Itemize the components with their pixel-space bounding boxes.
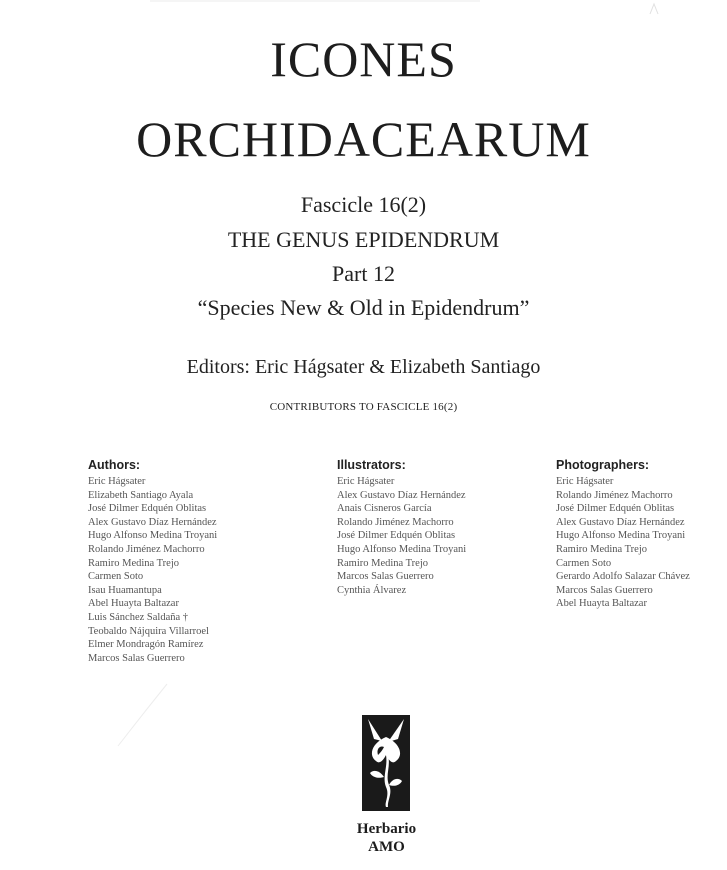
author-name: Alex Gustavo Díaz Hernández — [88, 516, 217, 528]
illustrators-heading: Illustrators: — [337, 458, 406, 472]
illustrator-name: Cynthia Álvarez — [337, 584, 407, 596]
author-name: Isau Huamantupa — [88, 584, 162, 596]
subtitle-quote: “Species New & Old in Epidendrum” — [197, 295, 530, 320]
photographer-name: Rolando Jiménez Machorro — [556, 489, 673, 501]
photographers-heading: Photographers: — [556, 458, 650, 472]
illustrator-name: Ramiro Medina Trejo — [337, 557, 428, 569]
publisher-line-1: Herbario — [356, 821, 417, 837]
illustrators-list — [337, 475, 466, 597]
scan-corner-mark — [648, 2, 660, 16]
illustrators-column — [337, 458, 466, 597]
illustrator-name: Marcos Salas Guerrero — [337, 571, 434, 583]
authors-heading: Authors: — [88, 458, 141, 472]
author-name: Hugo Alfonso Medina Troyani — [88, 530, 218, 542]
photographer-name: Gerardo Adolfo Salazar Chávez — [556, 571, 690, 583]
author-name: Rolando Jiménez Machorro — [88, 543, 205, 555]
scan-bleed-mark — [150, 0, 480, 10]
author-name: Elizabeth Santiago Ayala — [88, 489, 194, 501]
authors-list — [88, 475, 217, 665]
genus-heading: THE GENUS EPIDENDRUM — [227, 227, 500, 252]
herbario-amo-logo-icon — [362, 715, 410, 811]
author-name: Abel Huayta Baltazar — [88, 598, 179, 610]
photographer-name: Ramiro Medina Trejo — [556, 543, 647, 555]
photographer-name: Marcos Salas Guerrero — [556, 584, 653, 596]
author-name: José Dilmer Edquén Oblitas — [88, 503, 207, 515]
title-line-2: ORCHIDACEARUM — [136, 111, 591, 167]
author-name: Carmen Soto — [88, 571, 144, 583]
photographer-name: Eric Hágsater — [556, 476, 614, 487]
author-name: Marcos Salas Guerrero — [88, 652, 185, 664]
author-name: Eric Hágsater — [88, 476, 146, 487]
fascicle-number: Fascicle 16(2) — [300, 192, 427, 217]
author-name: Elmer Mondragón Ramírez — [88, 639, 204, 651]
illustrator-name: Alex Gustavo Díaz Hernández — [337, 489, 466, 501]
illustrator-name: Eric Hágsater — [337, 476, 395, 487]
publisher-line-2: AMO — [368, 839, 405, 855]
photographer-name: Abel Huayta Baltazar — [556, 598, 647, 610]
author-name: Luis Sánchez Saldaña † — [88, 611, 189, 623]
part-number: Part 12 — [332, 261, 395, 286]
illustrator-name: Hugo Alfonso Medina Troyani — [337, 543, 467, 555]
photographers-column — [556, 458, 690, 611]
title-line-1: ICONES — [270, 31, 457, 87]
photographer-name: Alex Gustavo Díaz Hernández — [556, 516, 685, 528]
illustrator-name: José Dilmer Edquén Oblitas — [337, 530, 456, 542]
photographer-name: José Dilmer Edquén Oblitas — [556, 503, 675, 515]
illustrator-name: Rolando Jiménez Machorro — [337, 516, 454, 528]
photographer-name: Hugo Alfonso Medina Troyani — [556, 530, 686, 542]
editors-line: Editors: Eric Hágsater & Elizabeth Santiago — [186, 356, 541, 378]
herbario-amo-wordmark — [330, 820, 443, 856]
photographer-name: Carmen Soto — [556, 557, 612, 569]
author-name: Ramiro Medina Trejo — [88, 557, 179, 569]
photographers-list — [556, 475, 690, 611]
authors-column — [88, 458, 217, 665]
contributors-heading: CONTRIBUTORS TO FASCICLE 16(2) — [269, 401, 458, 413]
author-name: Teobaldo Nájquira Villarroel — [88, 625, 209, 637]
scan-stroke-mark — [112, 680, 172, 750]
illustrator-name: Anais Cisneros García — [337, 503, 432, 515]
